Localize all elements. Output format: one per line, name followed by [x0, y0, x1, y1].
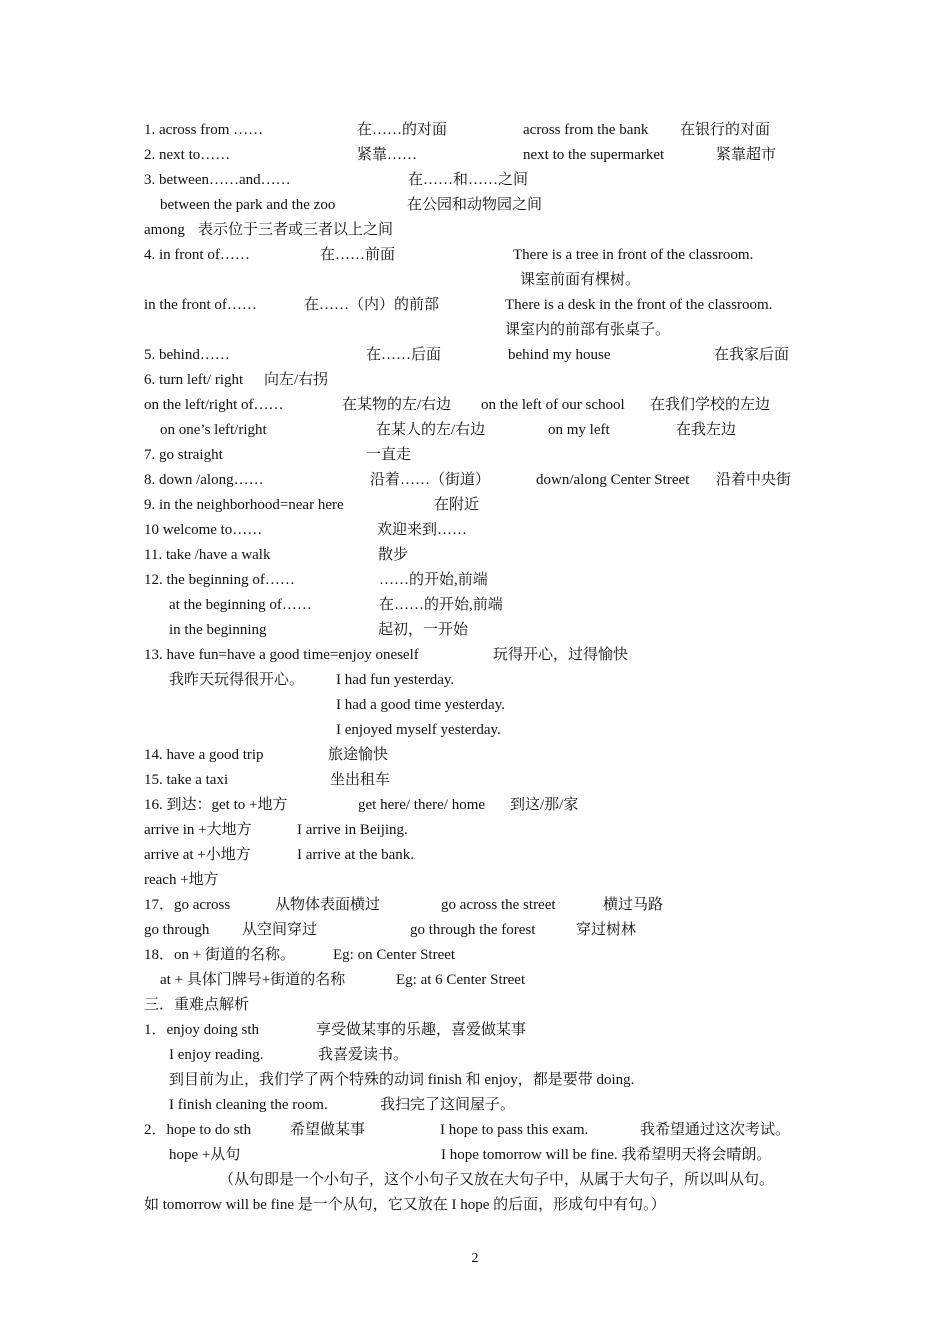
text-line-1-seg-2: 在……的对面 [357, 122, 448, 138]
text-line-1-seg-1: 1. across from …… [144, 122, 264, 138]
text-line-30-seg-2: I arrive at the bank. [297, 847, 415, 863]
text-line-26-seg-1: 14. have a good trip [144, 747, 264, 763]
text-line-15-seg-3: down/along Center Street [536, 472, 690, 488]
text-line-43-seg-1: （从句即是一个小句子，这个小句子又放在大句子中，从属于大句子，所以叫从句。 [219, 1172, 775, 1188]
text-line-37-seg-2: 享受做某事的乐趣，喜爱做某事 [316, 1022, 527, 1038]
text-line-34-seg-1: 18．on + 街道的名称。 [144, 947, 295, 963]
text-line-2-seg-2: 紧靠…… [357, 147, 418, 163]
text-line-20-seg-1: at the beginning of…… [169, 597, 312, 613]
text-line-40-seg-2: 我扫完了这间屋子。 [380, 1097, 516, 1113]
text-line-2-seg-1: 2. next to…… [144, 147, 231, 163]
text-line-35-seg-2: Eg: at 6 Center Street [396, 972, 526, 988]
text-line-5-seg-1: among [144, 222, 185, 238]
text-line-8-seg-2: 在……（内）的前部 [304, 297, 440, 313]
text-line-28-seg-2: get here/ there/ home [358, 797, 486, 813]
text-line-24-seg-1: I had a good time yesterday. [336, 697, 505, 713]
text-line-15-seg-2: 沿着……（街道） [370, 472, 491, 488]
text-line-36-seg-1: 三．重难点解析 [144, 997, 250, 1013]
text-line-15-seg-1: 8. down /along…… [144, 472, 264, 488]
text-line-16-seg-2: 在附近 [434, 497, 480, 513]
text-line-29-seg-1: arrive in +大地方 [144, 822, 252, 838]
text-line-12-seg-2: 在某物的左/右边 [342, 397, 452, 413]
text-line-15-seg-4: 沿着中央街 [716, 472, 792, 488]
text-line-1-seg-4: 在银行的对面 [680, 122, 771, 138]
text-line-14-seg-1: 7. go straight [144, 447, 223, 463]
text-line-3-seg-1: 3. between……and…… [144, 172, 291, 188]
text-line-41-seg-1: 2．hope to do sth [144, 1122, 252, 1138]
text-line-10-seg-1: 5. behind…… [144, 347, 230, 363]
text-line-16-seg-1: 9. in the neighborhood=near here [144, 497, 344, 513]
text-line-13-seg-3: on my left [548, 422, 610, 438]
text-line-3-seg-2: 在……和……之间 [408, 172, 529, 188]
text-line-4-seg-1: between the park and the zoo [160, 197, 336, 213]
text-line-19-seg-2: ……的开始,前端 [379, 572, 488, 588]
text-line-33-seg-2: 从空间穿过 [242, 922, 318, 938]
text-line-22-seg-1: 13. have fun=have a good time=enjoy oneself [144, 647, 419, 663]
text-line-6-seg-3: There is a tree in front of the classroom. [513, 247, 754, 263]
text-line-17-seg-2: 欢迎来到…… [377, 522, 468, 538]
text-line-40-seg-1: I finish cleaning the room. [169, 1097, 328, 1113]
text-line-18-seg-2: 散步 [378, 547, 409, 563]
text-line-25-seg-1: I enjoyed myself yesterday. [336, 722, 501, 738]
text-line-28-seg-1: 16. 到达：get to +地方 [144, 797, 288, 813]
text-line-8-seg-3: There is a desk in the front of the classroom. [505, 297, 773, 313]
text-line-1-seg-3: across from the bank [523, 122, 649, 138]
text-line-9-seg-1: 课室内的前部有张桌子。 [505, 322, 671, 338]
text-line-38-seg-1: I enjoy reading. [169, 1047, 264, 1063]
text-line-4-seg-2: 在公园和动物园之间 [407, 197, 543, 213]
text-line-27-seg-2: 坐出租车 [330, 772, 391, 788]
text-line-39-seg-1: 到目前为止，我们学了两个特殊的动词 finish 和 enjoy，都是要带 doing. [169, 1072, 635, 1088]
text-line-42-seg-1: hope +从句 [169, 1147, 241, 1163]
text-line-23-seg-1: 我昨天玩得很开心。 [169, 672, 305, 688]
text-line-2-seg-3: next to the supermarket [523, 147, 665, 163]
text-line-33-seg-3: go through the forest [410, 922, 536, 938]
text-line-30-seg-1: arrive at +小地方 [144, 847, 251, 863]
text-line-20-seg-2: 在……的开始,前端 [379, 597, 503, 613]
text-line-33-seg-4: 穿过树林 [576, 922, 637, 938]
text-line-37-seg-1: 1．enjoy doing sth [144, 1022, 259, 1038]
text-line-13-seg-4: 在我左边 [676, 422, 737, 438]
text-line-13-seg-1: on one’s left/right [160, 422, 267, 438]
text-line-17-seg-1: 10 welcome to…… [144, 522, 263, 538]
text-line-19-seg-1: 12. the beginning of…… [144, 572, 295, 588]
text-line-21-seg-1: in the beginning [169, 622, 267, 638]
text-line-5-seg-2: 表示位于三者或三者以上之间 [198, 222, 394, 238]
text-line-32-seg-2: 从物体表面横过 [275, 897, 381, 913]
text-line-6-seg-1: 4. in front of…… [144, 247, 250, 263]
text-line-21-seg-2: 起初，一开始 [378, 622, 469, 638]
text-line-11-seg-1: 6. turn left/ right [144, 372, 244, 388]
text-line-33-seg-1: go through [144, 922, 210, 938]
text-line-41-seg-4: 我希望通过这次考试。 [640, 1122, 791, 1138]
text-line-44-seg-1: 如 tomorrow will be fine 是一个从句，它又放在 I hope 的后面，形成句中有句。） [144, 1197, 666, 1213]
text-line-18-seg-1: 11. take /have a walk [144, 547, 271, 563]
text-line-10-seg-4: 在我家后面 [714, 347, 790, 363]
text-line-11-seg-2: 向左/右拐 [264, 372, 329, 388]
text-line-34-seg-2: Eg: on Center Street [333, 947, 456, 963]
text-line-28-seg-3: 到这/那/家 [510, 797, 579, 813]
page-number: 2 [471, 1251, 479, 1266]
text-line-32-seg-1: 17．go across [144, 897, 231, 913]
text-line-42-seg-2: I hope tomorrow will be fine. 我希望明天将会晴朗。 [441, 1147, 772, 1163]
text-line-10-seg-3: behind my house [508, 347, 611, 363]
text-line-22-seg-2: 玩得开心，过得愉快 [493, 647, 629, 663]
text-line-27-seg-1: 15. take a taxi [144, 772, 229, 788]
text-line-29-seg-2: I arrive in Beijing. [297, 822, 408, 838]
text-line-8-seg-1: in the front of…… [144, 297, 257, 313]
text-line-6-seg-2: 在……前面 [320, 247, 396, 263]
text-line-7-seg-1: 课室前面有棵树。 [520, 272, 641, 288]
text-line-32-seg-4: 横过马路 [603, 897, 664, 913]
text-line-35-seg-1: at + 具体门牌号+街道的名称 [160, 972, 346, 988]
text-line-10-seg-2: 在……后面 [366, 347, 442, 363]
text-line-12-seg-3: on the left of our school [481, 397, 625, 413]
text-line-12-seg-1: on the left/right of…… [144, 397, 284, 413]
text-line-38-seg-2: 我喜爱读书。 [318, 1047, 409, 1063]
text-line-23-seg-2: I had fun yesterday. [336, 672, 455, 688]
text-line-31-seg-1: reach +地方 [144, 872, 219, 888]
text-line-13-seg-2: 在某人的左/右边 [376, 422, 486, 438]
text-line-41-seg-3: I hope to pass this exam. [440, 1122, 589, 1138]
text-line-41-seg-2: 希望做某事 [290, 1122, 366, 1138]
text-line-32-seg-3: go across the street [441, 897, 556, 913]
text-line-2-seg-4: 紧靠超市 [716, 147, 777, 163]
text-line-26-seg-2: 旅途愉快 [328, 747, 389, 763]
text-line-14-seg-2: 一直走 [366, 447, 412, 463]
text-line-12-seg-4: 在我们学校的左边 [650, 397, 771, 413]
